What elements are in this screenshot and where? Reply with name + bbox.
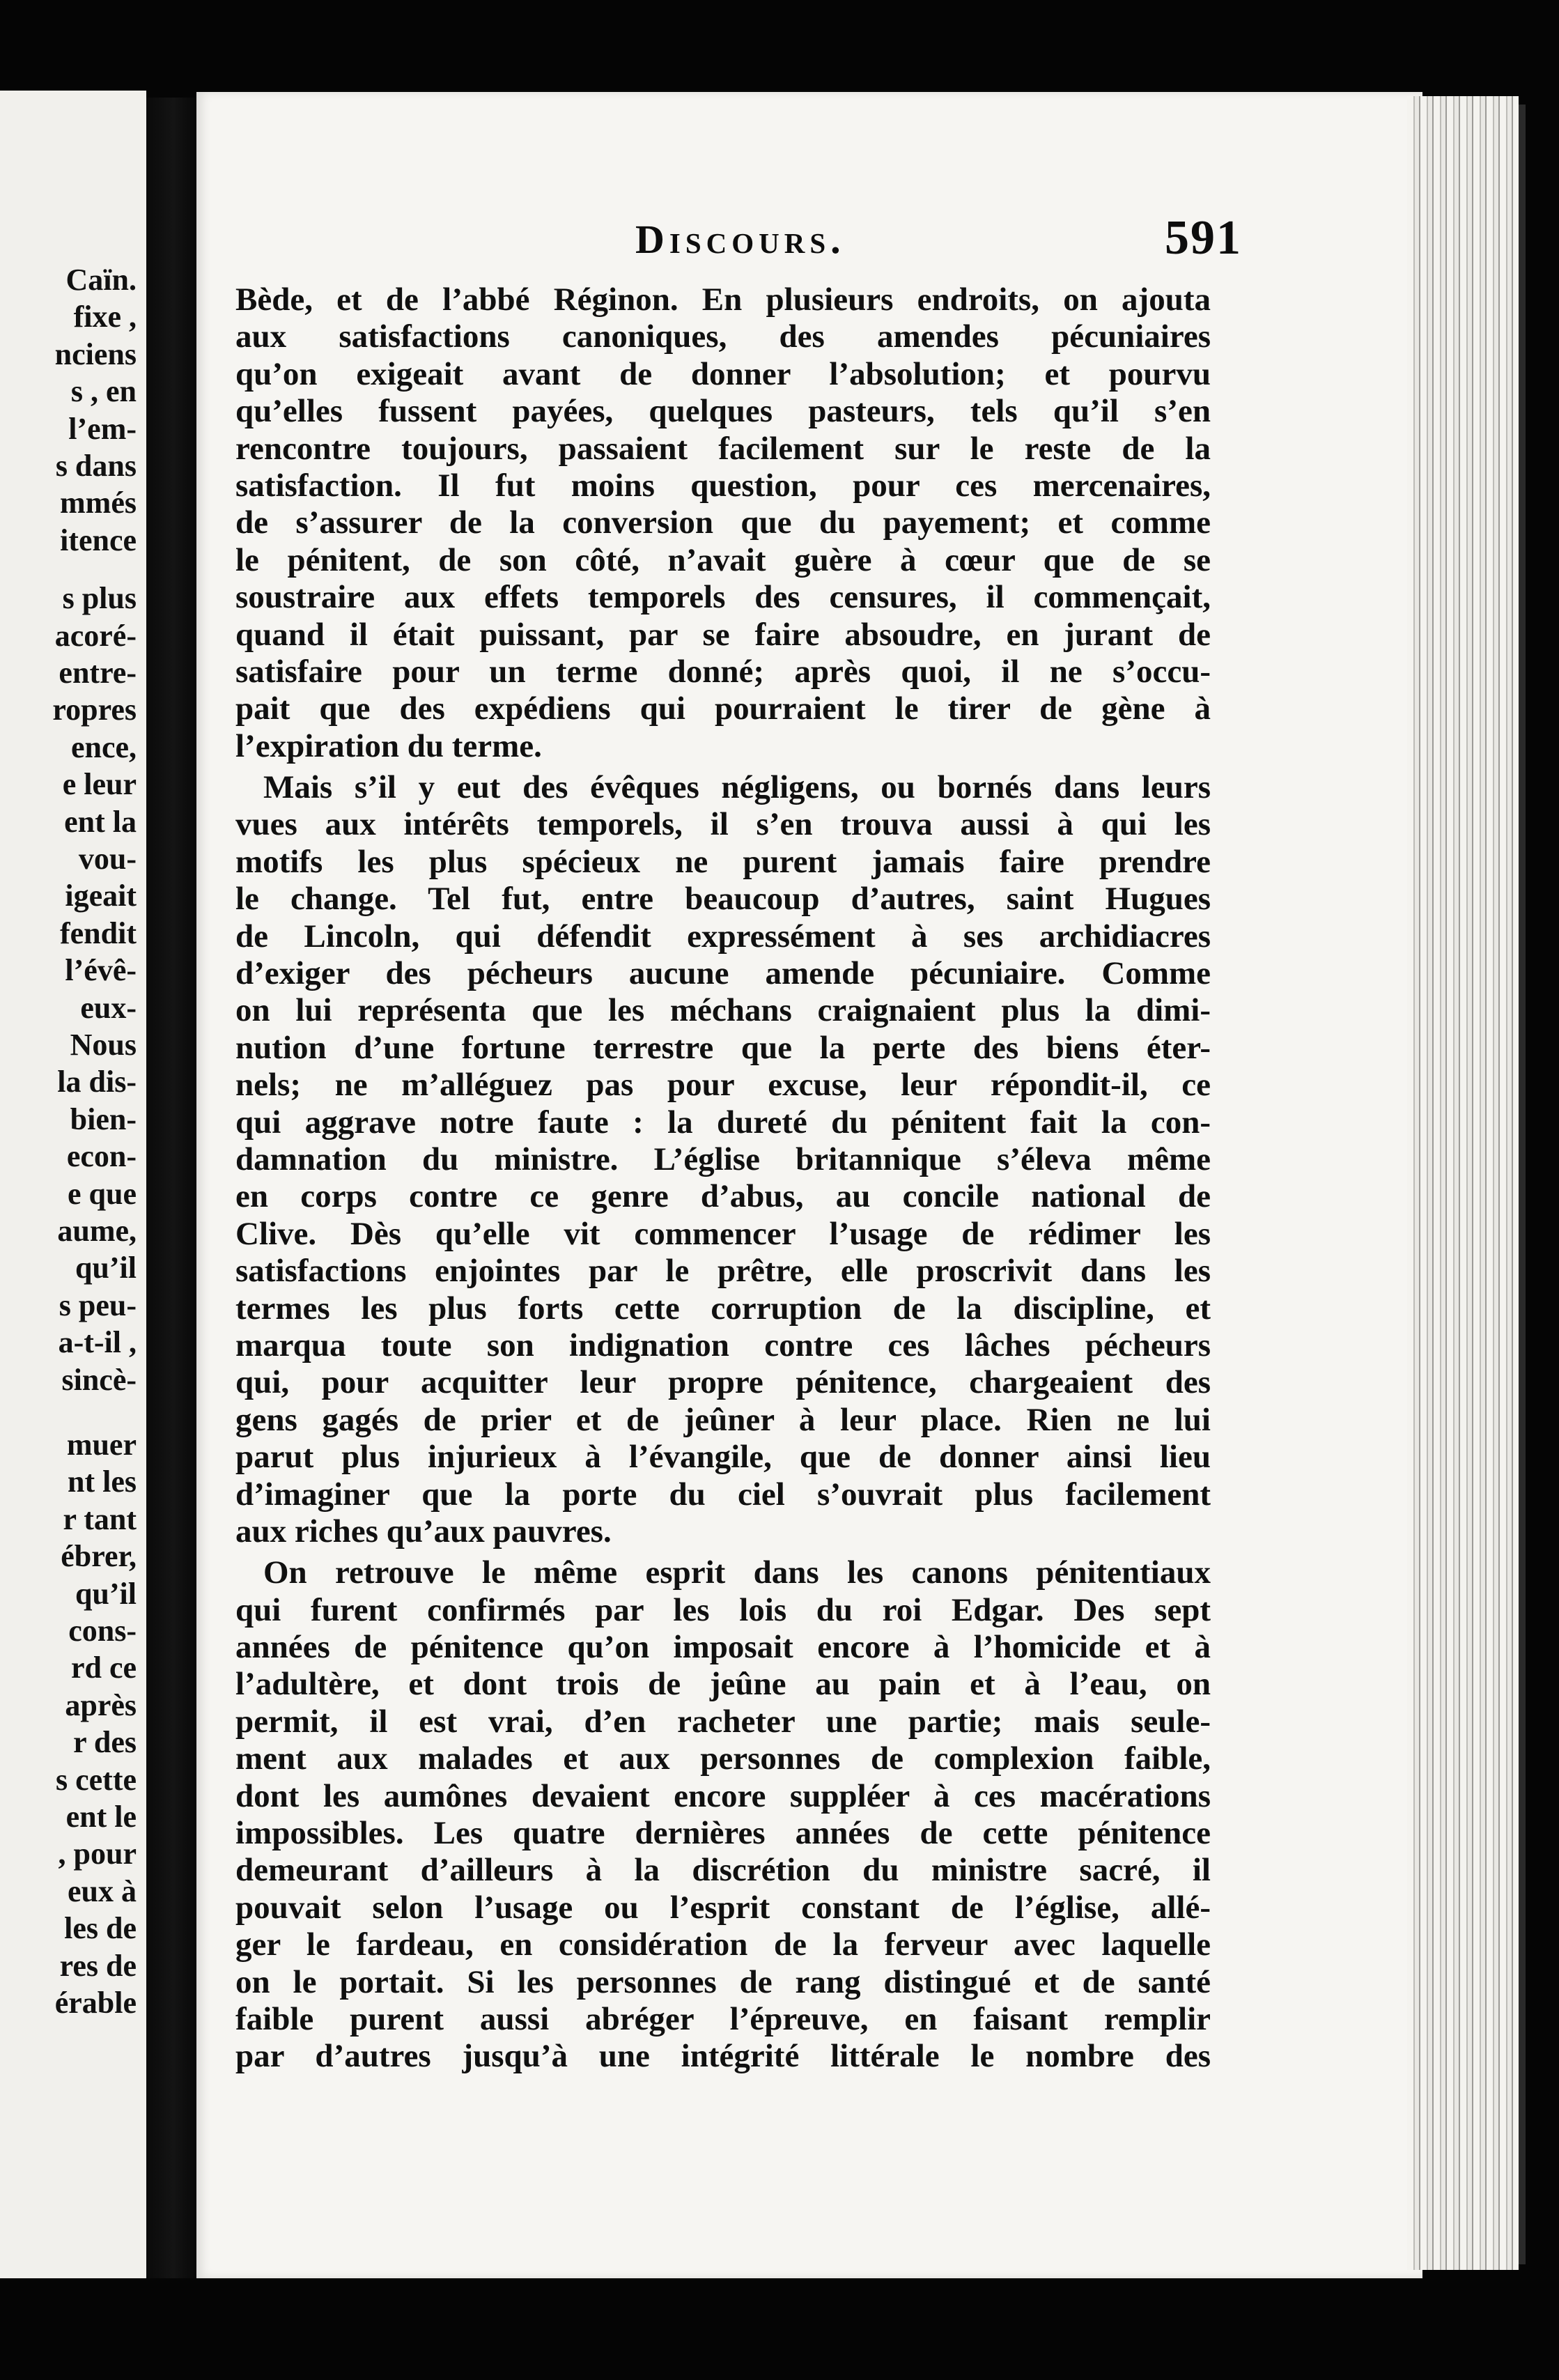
left-page-line: l’em-: [68, 411, 137, 446]
paragraph: [235, 769, 1211, 1550]
text-line: qu’elles fussent payées, quelques pasteurs, tels qu’il s’en: [235, 393, 1211, 430]
text-line: d’exiger des pécheurs aucune amende pécuniaire. Comme: [235, 955, 1211, 992]
left-page-line: fixe ,: [73, 300, 137, 334]
left-page-line: s cette: [55, 1762, 137, 1797]
text-line: faible purent aussi abréger l’épreuve, en faisant remplir: [235, 2000, 1211, 2037]
text-line: ment aux malades et aux personnes de complexion faible,: [235, 1740, 1211, 1777]
text-line: quand il était puissant, par se faire absoudre, en jurant de: [235, 616, 1211, 653]
left-page-line: nt les: [68, 1465, 137, 1499]
left-page-line: nciens: [54, 337, 137, 371]
text-line: On retrouve le même esprit dans les canons pénitentiaux: [263, 1554, 1211, 1591]
text-line: Clive. Dès qu’elle vit commencer l’usage de rédimer les: [235, 1215, 1211, 1252]
left-page-line: après: [65, 1687, 137, 1722]
text-line: de s’assurer de la conversion que du payement; et comme: [235, 504, 1211, 541]
text-line: qu’on exigeait avant de donner l’absolution; et pourvu: [235, 355, 1211, 392]
text-line: d’imaginer que la porte du ciel s’ouvrait plus facilement: [235, 1476, 1211, 1513]
page-edges: [1407, 96, 1519, 2270]
left-page-line: ent le: [65, 1800, 137, 1834]
text-line: années de pénitence qu’on imposait encore à l’homicide et à: [235, 1629, 1211, 1666]
left-page-line: cons-: [68, 1614, 137, 1648]
page-edges-shadow: [1519, 105, 1526, 2264]
left-page-line: bien-: [70, 1102, 137, 1136]
text-line: le change. Tel fut, entre beaucoup d’autres, saint Hugues: [235, 881, 1211, 918]
text-line: qui aggrave notre faute : la dureté du pénitent fait la con-: [235, 1104, 1211, 1141]
text-line: termes les plus forts cette corruption de la discipline, et: [235, 1290, 1211, 1327]
left-page-line: érable: [54, 1986, 137, 2020]
left-page-line: a-t-il ,: [58, 1325, 137, 1360]
left-page-line: l’évê-: [65, 953, 137, 988]
text-line: demeurant d’ailleurs à la discrétion du ministre sacré, il: [235, 1852, 1211, 1889]
paragraph: [235, 1554, 1211, 2075]
text-line: vues aux intérêts temporels, il s’en trouva aussi à qui les: [235, 806, 1211, 843]
left-page-line: la dis-: [57, 1065, 137, 1099]
book-gutter: [146, 98, 201, 2278]
running-title: Discours.: [635, 217, 846, 262]
text-line: satisfactions enjointes par le prêtre, elle proscrivit dans les: [235, 1253, 1211, 1290]
left-page-line: s peu-: [59, 1288, 137, 1322]
text-line: permit, il est vrai, d’en racheter une partie; mais seule-: [235, 1703, 1211, 1740]
left-page-line: s plus: [62, 581, 137, 616]
left-page-line: , pour: [58, 1837, 137, 1871]
left-page-line: r des: [73, 1725, 137, 1760]
left-page-line: s , en: [70, 374, 137, 409]
text-line: marqua toute son indignation contre ces lâches pécheurs: [235, 1327, 1211, 1363]
left-page-line: r tant: [63, 1501, 137, 1536]
text-line: pouvait selon l’usage ou l’esprit constant de l’église, allé-: [235, 1889, 1211, 1926]
text-line: gens gagés de prier et de jeûner à leur place. Rien ne lui: [235, 1401, 1211, 1438]
left-page-line: sincè-: [61, 1362, 137, 1397]
text-line: qui, pour acquitter leur propre pénitence, chargeaient des: [235, 1364, 1211, 1401]
text-line: Mais s’il y eut des évêques négligens, ou bornés dans leurs: [263, 769, 1211, 806]
text-line: on le portait. Si les personnes de rang distingué et de santé: [235, 1963, 1211, 2000]
text-line: impossibles. Les quatre dernières années de cette pénitence: [235, 1815, 1211, 1852]
left-page-line: vou-: [78, 842, 137, 876]
left-page-line: aume,: [57, 1214, 137, 1248]
left-page-line: qu’il: [75, 1576, 137, 1611]
left-page-line: rd ce: [70, 1651, 137, 1685]
left-page-line: e que: [68, 1176, 137, 1211]
text-line: dont les aumônes devaient encore suppléer à ces macérations: [235, 1777, 1211, 1814]
left-page-line: les de: [64, 1911, 137, 1946]
left-page-line: eux à: [68, 1873, 137, 1908]
left-page-line: Nous: [70, 1028, 137, 1062]
text-line: en corps contre ce genre d’abus, au concile national de: [235, 1178, 1211, 1215]
left-page-line: itence: [60, 523, 137, 557]
left-page-line: e leur: [62, 767, 137, 802]
text-line: qui furent confirmés par les lois du roi Edgar. Des sept: [235, 1591, 1211, 1628]
body-text: [235, 281, 1211, 2076]
text-line: nels; ne m’alléguez pas pour excuse, leur répondit-il, ce: [235, 1067, 1211, 1104]
text-line: satisfaction. Il fut moins question, pour ces mercenaires,: [235, 467, 1211, 504]
text-line: nution d’une fortune terrestre que la perte des biens éter-: [235, 1029, 1211, 1066]
paragraph: [235, 281, 1211, 765]
left-page-line: res de: [59, 1948, 137, 1983]
text-line: de Lincoln, qui défendit expressément à ses archidiacres: [235, 918, 1211, 955]
left-page-line: mmés: [60, 486, 137, 520]
left-page-line: entre-: [59, 656, 137, 690]
text-line: satisfaire pour un terme donné; après quoi, il ne s’occu-: [235, 653, 1211, 690]
text-line: on lui représenta que les méchans craignaient plus la dimi-: [235, 992, 1211, 1029]
left-page-line: qu’il: [75, 1251, 137, 1285]
left-page-line: Caïn.: [65, 263, 137, 297]
book-page: [196, 92, 1422, 2278]
left-page-line: ence,: [70, 729, 137, 764]
text-line: aux riches qu’aux pauvres.: [235, 1513, 612, 1550]
left-page-line: acoré-: [54, 618, 137, 653]
left-page-line: econ-: [66, 1139, 137, 1174]
text-line: soustraire aux effets temporels des censures, il commençait,: [235, 579, 1211, 616]
left-page-line: s dans: [55, 449, 137, 483]
left-page-line: muer: [66, 1428, 137, 1462]
text-line: ger le fardeau, en considération de la ferveur avec laquelle: [235, 1926, 1211, 1963]
left-page-line: ropres: [52, 693, 137, 727]
page-number: 591: [1165, 211, 1242, 265]
text-line: pait que des expédiens qui pourraient le tirer de gène à: [235, 690, 1211, 727]
text-line: motifs les plus spécieux ne purent jamais faire prendre: [235, 843, 1211, 880]
left-page-line: ent la: [64, 804, 137, 839]
text-line: aux satisfactions canoniques, des amendes pécuniaires: [235, 318, 1211, 355]
left-page-line: ébrer,: [61, 1539, 137, 1574]
left-page-line: eux-: [80, 990, 137, 1025]
text-line: damnation du ministre. L’église britannique s’éleva même: [235, 1141, 1211, 1177]
text-line: parut plus injurieux à l’évangile, que de donner ainsi lieu: [235, 1439, 1211, 1476]
left-page-line: fendit: [60, 915, 137, 950]
page-header: [196, 211, 1422, 265]
text-line: rencontre toujours, passaient facilement sur le reste de la: [235, 430, 1211, 467]
text-line: le pénitent, de son côté, n’avait guère à cœur que de se: [235, 541, 1211, 578]
text-line: l’adultère, et dont trois de jeûne au pain et à l’eau, on: [235, 1666, 1211, 1703]
left-page-fragment: [0, 91, 146, 2278]
text-line: par d’autres jusqu’à une intégrité littérale le nombre des: [235, 2038, 1211, 2075]
text-line: l’expiration du terme.: [235, 727, 542, 764]
left-page-line: igeait: [65, 879, 137, 913]
text-line: Bède, et de l’abbé Réginon. En plusieurs endroits, on ajouta: [235, 281, 1211, 318]
